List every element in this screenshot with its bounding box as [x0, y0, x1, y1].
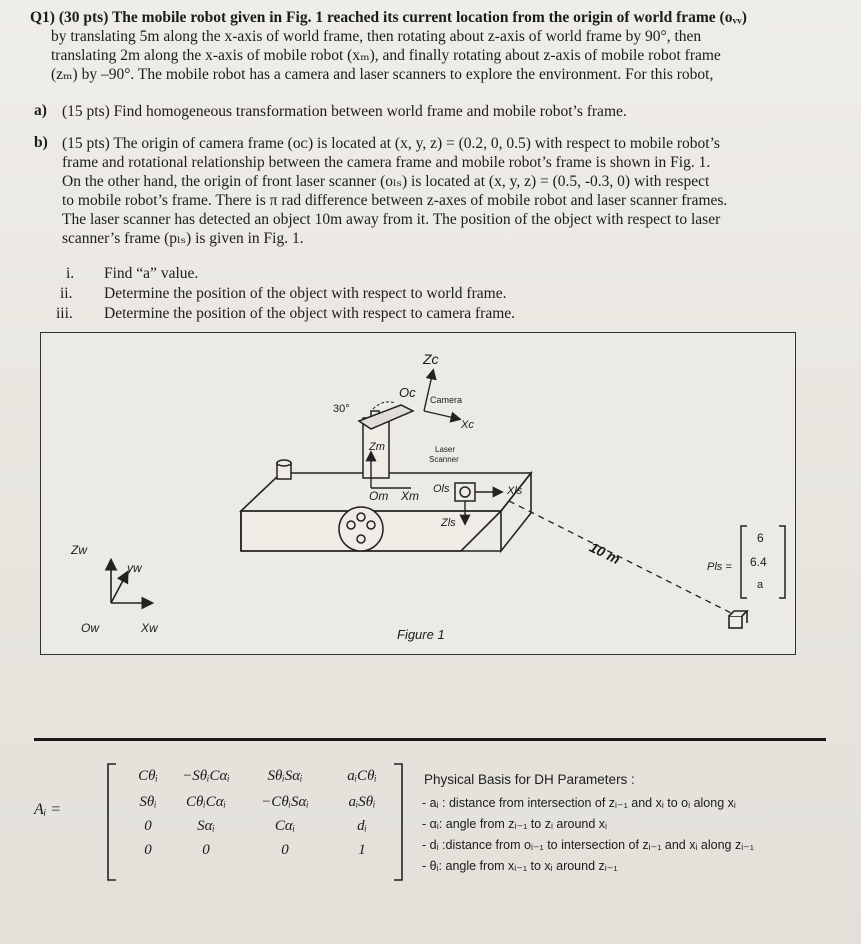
zc-label: Zc: [423, 351, 439, 367]
matrix-label: Aᵢ =: [34, 801, 62, 818]
matrix-cell: 0: [202, 842, 210, 858]
dh-basis-item: - dᵢ :distance from oᵢ₋₁ to intersection of zᵢ₋₁ and xᵢ along zᵢ₋₁: [422, 838, 755, 852]
question-line-4: (zₘ) by –90°. The mobile robot has a camera and laser scanners to explore the environment. For this robot,: [51, 66, 714, 83]
matrix-cell: Cθᵢ: [138, 768, 158, 784]
zw-label: Zw: [71, 543, 87, 557]
dh-basis-title: Physical Basis for DH Parameters :: [424, 772, 635, 787]
laser-scanner-icon: [455, 483, 475, 501]
pls-y-value: 6.4: [750, 555, 767, 569]
yw-label: yw: [127, 561, 142, 575]
xm-label: Xm: [401, 489, 419, 503]
matrix-cell: 0: [144, 818, 152, 834]
object-cube-icon: [729, 611, 747, 628]
xc-label: Xc: [461, 419, 474, 431]
part-b-line-4: to mobile robot’s frame. There is π rad difference between z-axes of mobile robot and laser scanner frames.: [62, 192, 728, 209]
sub-item-text: Find “a” value.: [104, 265, 199, 282]
ow-label: Ow: [81, 621, 99, 635]
sub-item-number: i.: [66, 265, 75, 282]
om-label: Om: [369, 489, 389, 503]
sub-item-number: ii.: [60, 285, 73, 302]
matrix-cell: −CθᵢSαᵢ: [261, 794, 309, 810]
zls-label: Zls: [441, 517, 456, 529]
figure-1: [40, 332, 796, 655]
robot-body: [241, 473, 531, 551]
matrix-cell: 1: [358, 842, 366, 858]
part-a-label: a): [34, 102, 47, 119]
part-a-text: (15 pts) Find homogeneous transformation between world frame and mobile robot’s frame.: [62, 103, 627, 120]
pls-label: Pls =: [707, 561, 732, 573]
figure-caption: Figure 1: [397, 627, 445, 642]
dh-basis-item: - θᵢ: angle from xᵢ₋₁ to xᵢ around zᵢ₋₁: [422, 859, 618, 873]
range-line: [509, 501, 741, 618]
matrix-cell: −SθᵢCαᵢ: [182, 768, 230, 784]
part-b-line-5: The laser scanner has detected an object 10m away from it. The position of the object with respect to laser: [62, 211, 721, 228]
matrix-cell: SθᵢSαᵢ: [267, 768, 303, 784]
zm-label: Zm: [369, 441, 385, 453]
matrix-cell: 0: [281, 842, 289, 858]
matrix-cell: Sαᵢ: [197, 818, 215, 834]
angle-label: 30°: [333, 403, 350, 415]
world-y-axis: [111, 573, 127, 603]
question-line-1: Q1) (30 pts) The mobile robot given in Fig. 1 reached its current location from the origin of world frame (oᵥᵥ): [30, 9, 747, 26]
xw-label: Xw: [141, 621, 158, 635]
camera-label: Camera: [430, 395, 463, 405]
sub-item-text: Determine the position of the object with respect to world frame.: [104, 285, 507, 302]
question-line-2: by translating 5m along the x-axis of world frame, then rotating about z-axis of world frame by 90°, then: [51, 28, 702, 45]
matrix-cell: aᵢSθᵢ: [348, 794, 376, 810]
part-b-label: b): [34, 134, 48, 151]
xls-label: Xls: [507, 485, 523, 497]
laser-label-1: Laser: [435, 445, 456, 454]
oc-label: Oc: [399, 385, 416, 400]
part-b-line-6: scanner’s frame (pₗₛ) is given in Fig. 1.: [62, 230, 304, 247]
dh-basis-item: - αᵢ: angle from zᵢ₋₁ to zᵢ around xᵢ: [422, 817, 608, 831]
matrix-cell: 0: [144, 842, 152, 858]
wheel-icon: [339, 507, 383, 551]
sub-item-number: iii.: [56, 305, 73, 322]
part-b-line-3: On the other hand, the origin of front laser scanner (oₗₛ) is located at (x, y, z) = (0.5, -0.3, 0) with respect: [62, 173, 710, 190]
matrix-cell: dᵢ: [357, 818, 367, 834]
question-line-3: translating 2m along the x-axis of mobile robot (xₘ), and finally rotating about z-axis of mobile robot frame: [51, 47, 721, 64]
matrix-cell: CθᵢCαᵢ: [186, 794, 226, 810]
matrix-cell: Cαᵢ: [274, 818, 296, 834]
part-b-line-2: frame and rotational relationship between the camera frame and mobile robot’s frame is shown in Fig. 1.: [62, 154, 711, 171]
sub-item-text: Determine the position of the object with respect to camera frame.: [104, 305, 516, 322]
laser-label-2: Scanner: [429, 455, 459, 464]
section-divider: [34, 738, 826, 741]
pls-x-value: 6: [757, 531, 764, 545]
part-b-line-1: (15 pts) The origin of camera frame (oᴄ) is located at (x, y, z) = (0.2, 0, 0.5) with respect to mobile robot’s: [62, 135, 720, 152]
pls-z-value: a: [757, 579, 764, 591]
distance-label: 10 m: [587, 538, 623, 568]
ols-label: Ols: [433, 483, 450, 495]
sensor-cylinder: [277, 460, 291, 479]
dh-basis-item: - aᵢ : distance from intersection of zᵢ₋₁ and xᵢ to oᵢ along xᵢ: [422, 796, 736, 810]
matrix-cell: Sθᵢ: [139, 794, 157, 810]
matrix-cell: aᵢCθᵢ: [347, 768, 377, 784]
